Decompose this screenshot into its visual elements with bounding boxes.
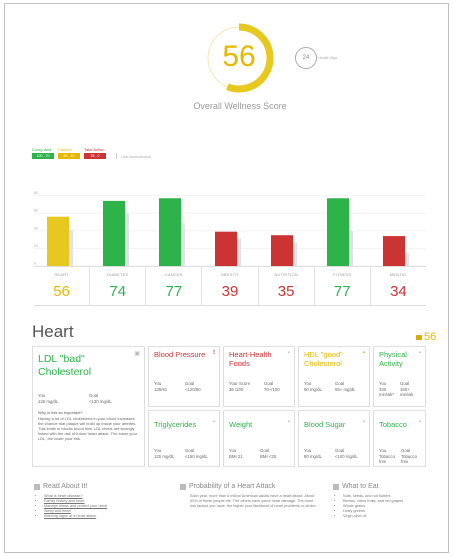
goal-label: Goal xyxy=(185,381,195,386)
heading-text: Read About It! xyxy=(43,483,88,490)
category-score: 77 xyxy=(333,283,351,300)
food-item: • Whole grains xyxy=(343,504,403,509)
goal-value xyxy=(400,381,424,398)
article-link[interactable]: • Sleep and heart xyxy=(44,509,107,514)
you-number: 80 mg/dL xyxy=(304,453,322,459)
menu-icon xyxy=(333,484,339,490)
score-legend xyxy=(32,147,151,159)
bar-chart-svg xyxy=(30,178,430,270)
physical-activity-card[interactable] xyxy=(373,346,426,407)
bar-current-cancer[interactable] xyxy=(159,198,181,266)
goal-number: <120/80 xyxy=(185,386,201,392)
goal-number: 70+/100 xyxy=(264,386,280,392)
you-label: You xyxy=(379,448,387,453)
goal-number: BMI <25 xyxy=(260,453,277,459)
goal-label: Goal xyxy=(400,381,410,386)
read-about-it-section xyxy=(34,483,107,519)
card-title: Triglycerides xyxy=(154,420,197,429)
goal-number: <130 mg/dL xyxy=(89,398,112,404)
score-cell-heart[interactable] xyxy=(34,267,90,305)
score-cell-diabetes[interactable] xyxy=(90,267,146,305)
y-tick-label: 0 xyxy=(34,261,36,266)
score-cell-mental[interactable] xyxy=(371,267,426,305)
goal-value xyxy=(335,381,355,392)
card-title: Heart-Health Foods xyxy=(229,350,272,368)
category-name: OBESITY xyxy=(220,272,240,277)
bar-current-diabetes[interactable] xyxy=(103,201,125,266)
you-value xyxy=(154,381,167,392)
you-value xyxy=(304,448,322,459)
goal-label: Goal xyxy=(401,448,411,453)
you-value xyxy=(154,448,174,459)
category-name: CANCER xyxy=(164,272,183,277)
expand-icon[interactable]: ▣ xyxy=(134,351,140,357)
heart-score-icon xyxy=(416,335,422,340)
category-name: FITNESS xyxy=(333,272,352,277)
bar-current-mental[interactable] xyxy=(383,236,405,266)
legend-label: Caution xyxy=(58,147,72,152)
goal-label: Goal xyxy=(335,448,345,453)
article-link[interactable]: • Manage stress and protect your heart xyxy=(44,504,107,509)
category-score: 34 xyxy=(390,283,407,300)
what-to-eat-heading xyxy=(333,483,403,490)
card-title: Tobacco xyxy=(379,420,407,429)
expand-icon[interactable]: ▪ xyxy=(418,419,421,425)
goal-value xyxy=(89,393,112,404)
you-value xyxy=(229,448,243,459)
card-title: Physical Activity xyxy=(379,350,407,368)
score-cell-fitness[interactable] xyxy=(315,267,371,305)
health-age-badge: 24 xyxy=(295,47,317,69)
section-title: Heart xyxy=(32,322,74,341)
goal-label: Goal xyxy=(89,393,99,398)
caution-icon: ▪ xyxy=(362,350,365,356)
wellness-score: 56 xyxy=(222,40,256,73)
expand-icon[interactable]: ▪ xyxy=(362,419,365,425)
category-score: 39 xyxy=(221,283,239,300)
legend-label: Doing Well xyxy=(32,147,52,152)
you-value xyxy=(38,393,58,404)
you-number: 135/91 xyxy=(154,386,168,392)
legend-swatch: 39 - 0 xyxy=(84,153,106,159)
chart-icon xyxy=(180,484,186,490)
legend-swatch: 69 - 40 xyxy=(58,153,80,159)
card-title: Weight xyxy=(229,420,253,429)
category-name: DIABETES xyxy=(107,272,129,277)
category-name: MENTAL xyxy=(389,272,407,277)
weight-card[interactable] xyxy=(223,410,295,467)
legend-divider xyxy=(116,153,117,159)
food-item: • Leafy greens xyxy=(343,509,403,514)
heart-health-foods-card[interactable] xyxy=(223,346,295,407)
score-cell-obesity[interactable] xyxy=(202,267,258,305)
you-label: You xyxy=(38,393,46,398)
probability-heading xyxy=(180,483,320,490)
card-title: Blood Sugar xyxy=(304,420,346,429)
bar-current-fitness[interactable] xyxy=(327,198,349,266)
you-number: BMI 21 xyxy=(229,453,243,459)
category-name: HEART xyxy=(54,272,69,277)
goal-number: <150 mg/dL xyxy=(185,453,208,459)
you-value xyxy=(379,448,399,465)
goal-label: Goal xyxy=(185,448,195,453)
food-item: • Berries, citrus fruits, and red grapes xyxy=(343,499,403,504)
read-about-it-heading xyxy=(34,483,107,490)
food-item: • Nuts, seeds, and nut butters xyxy=(343,494,403,499)
food-list xyxy=(333,494,403,519)
category-score: 77 xyxy=(165,283,183,300)
bar-current-heart[interactable] xyxy=(47,217,69,266)
you-label: You xyxy=(304,381,312,386)
section-score: 56 xyxy=(424,331,437,343)
category-bar-chart xyxy=(30,178,430,270)
you-number: 330 min/wk* xyxy=(379,386,395,397)
you-label: You xyxy=(154,381,162,386)
goal-label: Goal xyxy=(264,381,274,386)
category-score-table xyxy=(34,266,426,306)
card-title: LDL "bad" Cholesterol xyxy=(38,353,92,378)
goal-number: 150+ min/wk xyxy=(400,386,414,397)
expand-icon[interactable]: ▪ xyxy=(287,350,290,356)
heading-text: Probability of a Heart Attack xyxy=(189,483,276,490)
legend-last-assessment: Last Assessment xyxy=(121,154,152,159)
you-number: Tobacco free xyxy=(379,453,396,464)
you-value xyxy=(229,381,257,392)
food-item: • Virgin olive oil xyxy=(343,514,403,519)
blood-sugar-card[interactable] xyxy=(298,410,370,467)
goal-number: 55+ mg/dL xyxy=(335,386,356,392)
article-link[interactable]: • Warning signs of a heart attack xyxy=(44,514,107,519)
heading-text: What to Eat xyxy=(342,483,379,490)
goal-value xyxy=(335,448,358,459)
tobacco-card[interactable] xyxy=(373,410,426,467)
goal-label: Goal xyxy=(260,448,270,453)
blood-pressure-card[interactable] xyxy=(148,346,220,407)
y-tick-label: 40 xyxy=(34,226,38,231)
legend-label: Take Action xyxy=(84,147,105,152)
legend-doing-well xyxy=(32,147,54,159)
legend-take-action xyxy=(84,147,106,159)
goal-value xyxy=(185,381,201,392)
legend-swatch: 100 - 70 xyxy=(32,153,54,159)
card-title: HDL "good" Cholesterol xyxy=(304,350,343,368)
y-tick-label: 60 xyxy=(34,208,38,213)
you-number: 125 mg/dL xyxy=(38,398,59,404)
goal-number: Tobacco free xyxy=(401,453,418,464)
you-number: 36 /100 xyxy=(229,386,244,392)
article-link[interactable]: • What is heart disease? xyxy=(44,494,107,499)
category-score: 56 xyxy=(53,283,70,300)
overall-score-label: Overall Wellness Score xyxy=(193,101,287,111)
article-links xyxy=(34,494,107,519)
category-score: 35 xyxy=(277,283,295,300)
goal-value xyxy=(264,381,280,392)
triglycerides-card[interactable] xyxy=(148,410,220,467)
goal-label: Goal xyxy=(335,381,345,386)
goal-value xyxy=(260,448,276,459)
what-to-eat-section xyxy=(333,483,403,519)
why-title: Why is this so important? xyxy=(38,410,83,415)
category-score: 74 xyxy=(109,283,127,300)
you-value xyxy=(304,381,322,392)
health-age-label: Health Age xyxy=(318,55,338,60)
bar-current-nutrition[interactable] xyxy=(271,235,293,266)
y-tick-label: 20 xyxy=(34,243,38,248)
you-label: You xyxy=(379,381,387,386)
bar-current-obesity[interactable] xyxy=(215,232,237,266)
goal-number: <100 mg/dL xyxy=(335,453,358,459)
heart-attack-probability-section xyxy=(180,483,320,509)
you-number: 50 mg/dL xyxy=(304,386,322,392)
score-cell-cancer[interactable] xyxy=(146,267,202,305)
you-label: You xyxy=(304,448,312,453)
article-link[interactable]: • Family history and heart xyxy=(44,499,107,504)
hdl-cholesterol-card[interactable] xyxy=(298,346,370,407)
why-important xyxy=(38,410,141,441)
card-title: Blood Pressure xyxy=(154,350,206,359)
alert-icon: ! xyxy=(213,350,215,356)
ldl-cholesterol-card[interactable] xyxy=(32,346,145,467)
y-tick-label: 80 xyxy=(34,191,38,196)
expand-icon[interactable]: ▪ xyxy=(418,350,421,356)
goal-value xyxy=(401,448,423,465)
probability-text: Each year, more than a million American adults have a heart attack. About 50% of these people die. The others have some heart damage. The more risk factors you have, the higher your likelihood of heart problems or stroke. xyxy=(190,494,317,508)
you-label: Your Score xyxy=(229,381,251,386)
category-name: NUTRITION xyxy=(274,272,298,277)
book-icon xyxy=(34,484,40,490)
expand-icon[interactable]: ▪ xyxy=(212,419,215,425)
you-value xyxy=(379,381,397,398)
score-cell-nutrition[interactable] xyxy=(259,267,315,305)
you-number: 125 mg/dL xyxy=(154,453,175,459)
why-text: Having a lot of LDL cholesterol in your blood increases the chance that plaque will build up inside your arteries. This limits or blocks blood flow. LDL levels are strongly linked with the risk of future heart attack. The lower your LDL, the lower your risk. xyxy=(38,416,138,441)
you-label: You xyxy=(154,448,162,453)
legend-caution xyxy=(58,147,80,159)
you-label: You xyxy=(229,448,237,453)
goal-value xyxy=(185,448,208,459)
expand-icon[interactable]: ▪ xyxy=(287,419,290,425)
